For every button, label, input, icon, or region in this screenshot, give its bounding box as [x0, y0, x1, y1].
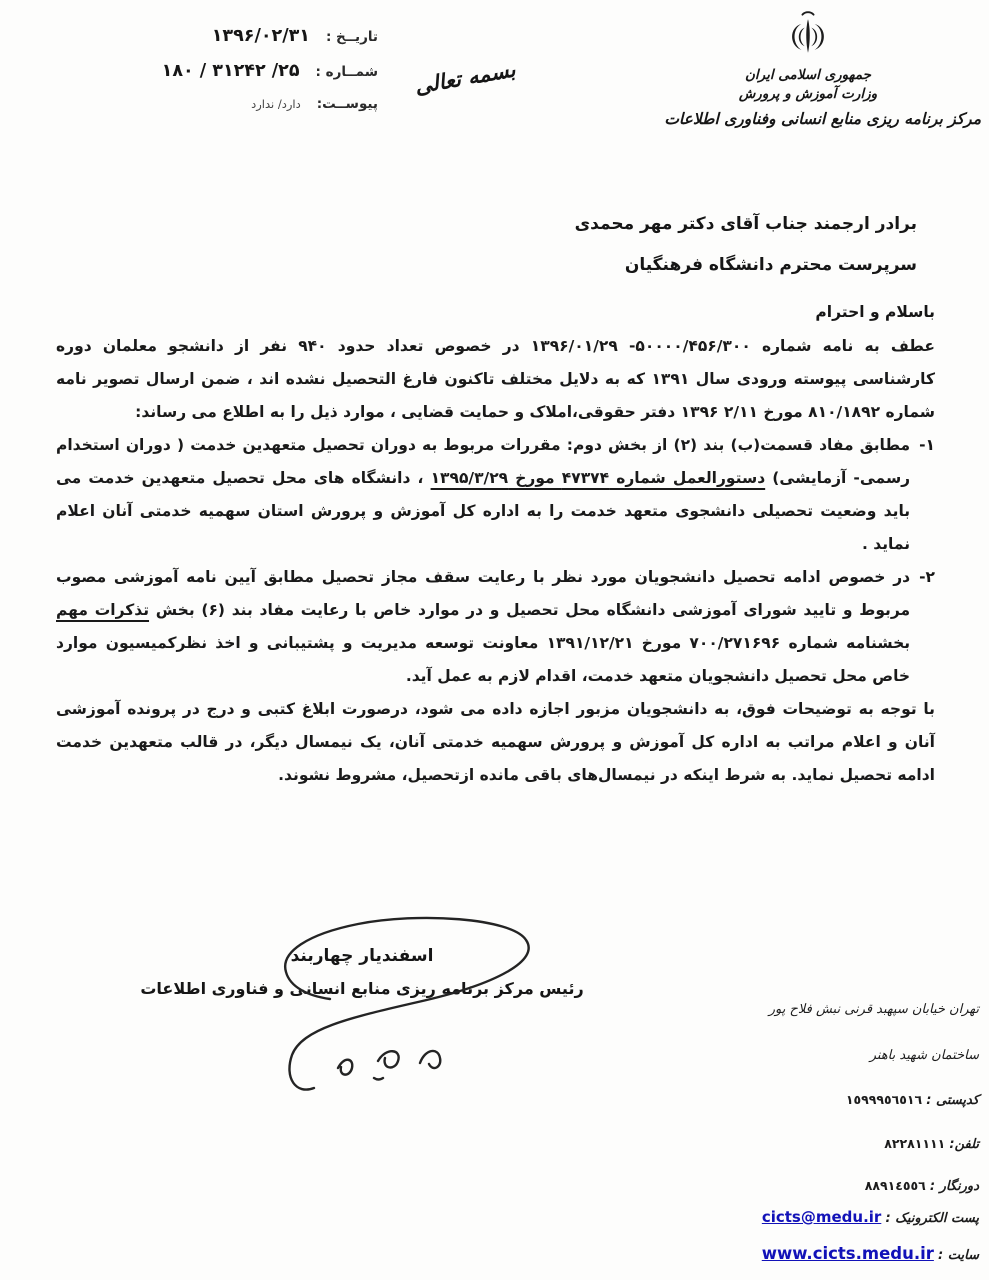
- list-item-1-text: [56, 429, 910, 561]
- number-value: ۲۵/ ۳۱۲۴۲ / ۱۸۰: [161, 61, 300, 81]
- signer-title: رئیس مرکز برنامه ریزی منابع انسانی و فناوری اطلاعات: [140, 979, 584, 998]
- list-item-1-post: ، دانشگاه های محل تحصیل متعهدین خدمت می باید وضعیت تحصیلی دانشجوی متعهد خدمت را به اداره کل آموزش و پرورش استان سهمیه خدمتی آنان اعلام نماید .: [56, 469, 911, 553]
- list-item-2-post: بخشنامه شماره ۷۰۰/۲۷۱۶۹۶ مورخ ۱۳۹۱/۱۲/۲۱ معاونت توسعه مدیریت و پشتیبانی و اخذ نظرکمیسیون موارد خاص محل تحصیل دانشجویان متعهد خدمت، اقدام لازم به عمل آید.: [56, 634, 911, 685]
- footer-fax-row: [865, 1178, 979, 1194]
- footer-address-line2: ساختمان شهید باهنر: [869, 1048, 979, 1063]
- phone-label: تلفن:: [949, 1137, 979, 1152]
- letter-meta-block: [52, 26, 378, 127]
- signature-block: [104, 946, 620, 998]
- iran-emblem-icon: [785, 10, 831, 60]
- list-item-1: [56, 429, 935, 561]
- logo-country-line: جمهوری اسلامی ایران: [744, 67, 872, 83]
- ministry-logo-block: [693, 10, 923, 104]
- number-label: شمــاره :: [315, 64, 378, 80]
- site-link[interactable]: www.cicts.medu.ir: [761, 1244, 934, 1263]
- recipient-block: [575, 204, 917, 286]
- footer-postal-row: [846, 1092, 979, 1108]
- list-item-1-pre: مطابق مفاد قسمت(ب) بند (۲) از بخش دوم: مقررات مربوط به دوران تحصیل متعهدین خدمت ( دوران استخدام رسمی- آزمایشی): [56, 436, 911, 487]
- meta-date-row: [52, 26, 378, 46]
- list-item-2-text: [56, 561, 910, 693]
- date-label: تاریــخ :: [325, 29, 378, 45]
- footer-phone-row: [884, 1136, 979, 1152]
- recipient-name-line: برادر ارجمند جناب آقای دکتر مهر محمدی: [574, 214, 917, 234]
- attachment-value: دارد/ ندارد: [251, 97, 301, 111]
- signer-name: اسفندیار چهاربند: [290, 946, 434, 966]
- handwritten-signature: [228, 903, 573, 1118]
- list-item-1-underlined: دستورالعمل شماره ۴۷۳۷۴ مورخ ۱۳۹۵/۳/۲۹: [430, 469, 766, 487]
- site-label: سایت :: [938, 1248, 979, 1263]
- list-item-2-pre: در خصوص ادامه تحصیل دانشجویان مورد نظر با رعایت سقف مجاز تحصیل مطابق آیین نامه آموزشی مصوب مربوط و تایید شورای آموزشی دانشگاه محل تحصیل و در موارد خاص با رعایت مفاد بند (۶) بخش: [56, 568, 911, 619]
- footer-email-row: [762, 1208, 979, 1226]
- logo-ministry-line: وزارت آموزش و پرورش: [738, 86, 878, 102]
- closing-paragraph: با توجه به توضیحات فوق، به دانشجویان مزبور اجازه داده می شود، درصورت ابلاغ کتبی و درج در پرونده آموزشی آنان و اعلام مراتب به اداره کل آموزش و پرورش سهمیه خدمتی آنان، یک نیمسال دیگر، در قالب متعهدین خدمت ادامه تحصیل نماید. به شرط اینکه در نیمسال‌های باقی مانده ازتحصیل، مشروط نشوند.: [56, 700, 935, 784]
- phone-value: ٨٢٢٨١١١١: [884, 1136, 946, 1151]
- attachment-label: پیوســت:: [316, 96, 378, 112]
- meta-number-row: [52, 61, 378, 81]
- logo-org-line: مرکز برنامه ریزی منابع انسانی وفناوری اطلاعات: [664, 110, 981, 128]
- email-link[interactable]: cicts@medu.ir: [761, 1208, 882, 1226]
- postal-code-value: ١٥٩٩٩٥٦٥١٦: [845, 1092, 923, 1107]
- email-label: پست الکترونیک :: [885, 1211, 979, 1226]
- footer-address-line1: تهران خیابان سپهبد قرنی نبش فلاح پور: [768, 1002, 979, 1017]
- list-item-2-number: ۲-: [919, 568, 935, 586]
- meta-attachment-row: [52, 96, 378, 112]
- bismillah-calligraphy: بسمه تعالی: [412, 57, 518, 99]
- recipient-title-line: سرپرست محترم دانشگاه فرهنگیان: [624, 255, 917, 275]
- list-item-2: [56, 561, 935, 693]
- footer-site-row: [762, 1244, 979, 1263]
- fax-value: ٨٨٩١٤٥٥٦: [864, 1178, 926, 1193]
- opening-paragraph: عطف به نامه شماره ۵۰۰۰۰/۴۵۶/۳۰۰- ۱۳۹۶/۰۱/۲۹ در خصوص تعداد حدود ۹۴۰ نفر از دانشجو معلمان دوره کارشناسی پیوسته ورودی سال ۱۳۹۱ که به دلایل مختلف تاکنون فارغ التحصیل نشده اند ، ضمن ارسال تصویر نامه شماره ۸۱۰/۱۸۹۲ مورخ ۲/۱۱ ۱۳۹۶ دفتر حقوقی،املاک و حمایت قضایی ، موارد ذیل را به اطلاع می رساند:: [56, 337, 935, 421]
- salutation: باسلام و احترام: [815, 303, 935, 321]
- postal-code-label: کدپستی :: [926, 1093, 979, 1108]
- list-item-2-underlined: تذکرات مهم: [56, 601, 150, 619]
- list-item-1-number: ۱-: [919, 436, 935, 454]
- fax-label: دورنگار :: [929, 1179, 979, 1194]
- letter-body: [56, 303, 935, 792]
- date-value: ۱۳۹۶/۰۲/۳۱: [211, 26, 310, 46]
